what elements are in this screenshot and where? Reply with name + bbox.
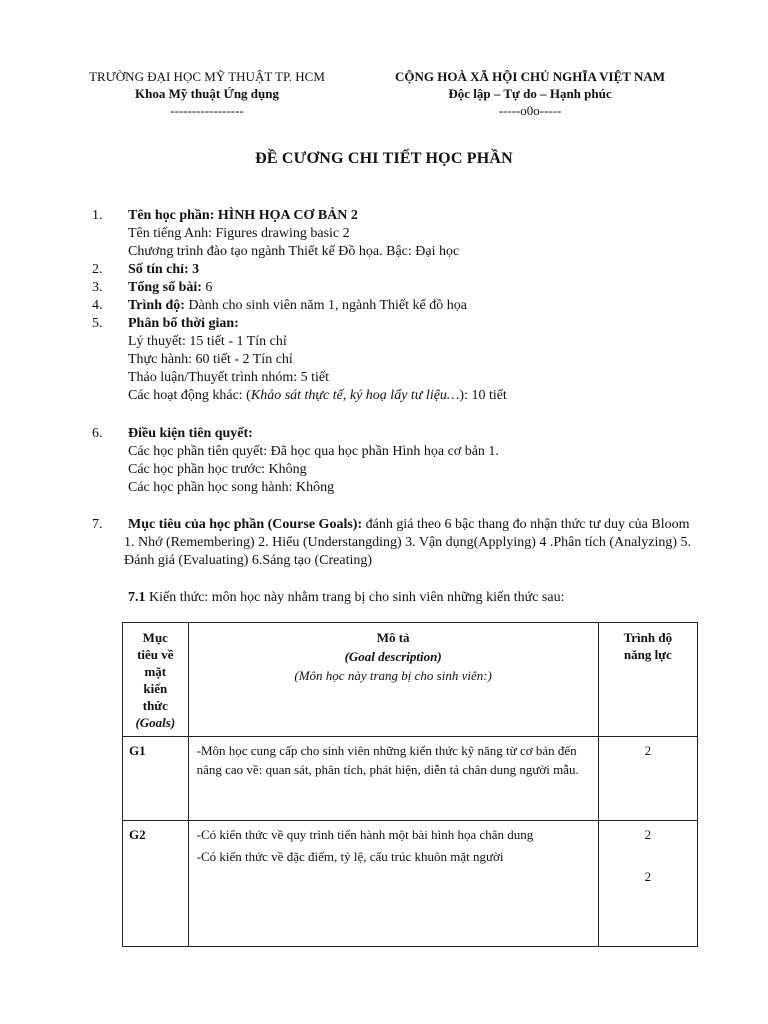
course-goals-label: Mục tiêu của học phần (Course Goals): <box>128 517 363 532</box>
institution-header <box>52 68 362 119</box>
header-description-en: (Goal description) <box>344 649 442 664</box>
lesson-count-value: 6 <box>201 280 213 295</box>
university-name: TRƯỜNG ĐẠI HỌC MỸ THUẬT TP. HCM <box>89 69 325 84</box>
country-name: CỘNG HOÀ XÃ HỘI CHỦ NGHĨA VIỆT NAM <box>394 69 666 84</box>
goal-description-item: -Có kiến thức về quy trình tiến hành một bài hình họa chân dung <box>196 827 534 842</box>
item-number-3: 3. <box>92 280 103 295</box>
header-goals-line: thức <box>142 698 168 713</box>
goal-level-value: 2 <box>644 827 652 842</box>
goal-level-value: 2 <box>644 869 652 884</box>
header-description-note: (Môn học này trang bị cho sinh viên:) <box>294 668 492 683</box>
course-name: Tên học phần: HÌNH HỌA CƠ BẢN 2 <box>128 208 358 223</box>
faculty-name: Khoa Mỹ thuật Ứng dụng <box>135 86 279 101</box>
course-goals-text: đánh giá theo 6 bậc thang đo nhận thức tư duy của Bloom 1. Nhớ (Remembering) 2. Hiểu (Understangding) 3. Vận dụng(Applying) 4 .Phân tích (Analyzing) 5. Đánh giá (Evaluating) 6.Sáng tạo (Creating) <box>124 517 692 568</box>
other-activities-italic: Khảo sát thực tế, ký hoạ lấy tư liệu… <box>250 388 460 403</box>
time-allocation-label: Phân bổ thời gian: <box>128 316 239 331</box>
item-number-1: 1. <box>92 208 103 223</box>
subsection-number: 7.1 <box>128 590 146 605</box>
table-header-row <box>123 623 698 737</box>
level-label: Trình độ: <box>128 298 185 313</box>
item-number-6: 6. <box>92 426 103 441</box>
item-number-7: 7. <box>92 517 103 532</box>
level <box>128 297 467 315</box>
item-number-2: 2. <box>92 262 103 277</box>
goals-table <box>122 622 698 947</box>
parallel-courses: Các học phần học song hành: Không <box>128 480 335 495</box>
practice-hours: Thực hành: 60 tiết - 2 Tín chỉ <box>128 352 293 367</box>
prerequisite-courses: Các học phần tiên quyết: Đã học qua học phần Hình họa cơ bản 1. <box>128 444 499 459</box>
item-number-5: 5. <box>92 316 103 331</box>
discussion-hours: Thảo luận/Thuyết trình nhóm: 5 tiết <box>128 370 330 385</box>
prior-courses: Các học phần học trước: Không <box>128 462 307 477</box>
knowledge-goals <box>128 589 564 607</box>
header-goals-en: (Goals) <box>135 715 176 730</box>
level-value: Dành cho sinh viên năm 1, ngành Thiết kế đồ họa <box>184 298 467 313</box>
lesson-count <box>128 279 212 297</box>
header-goals-line: mặt <box>144 664 167 679</box>
program-level: Chương trình đào tạo ngành Thiết kế Đồ họa. Bậc: Đại học <box>128 244 460 259</box>
goal-description-item: -Có kiến thức về đặc điểm, tỷ lệ, cấu trúc khuôn mặt người <box>196 849 504 864</box>
goal-description <box>188 821 598 947</box>
header-description <box>188 623 598 737</box>
goal-code: G2 <box>123 821 189 947</box>
header-goals <box>123 623 189 737</box>
header-level <box>598 623 697 737</box>
credits: Số tín chỉ: 3 <box>128 262 200 277</box>
header-goals-line: tiêu về <box>137 647 174 662</box>
item-number-4: 4. <box>92 298 103 313</box>
header-level-line: Trình độ <box>623 630 673 645</box>
other-activities <box>128 387 507 405</box>
theory-hours: Lý thuyết: 15 tiết - 1 Tín chỉ <box>128 334 287 349</box>
lesson-count-label: Tổng số bài: <box>128 280 202 295</box>
table-row <box>123 821 698 947</box>
document-title: ĐỀ CƯƠNG CHI TIẾT HỌC PHẦN <box>255 150 513 167</box>
header-level-line: năng lực <box>623 647 672 662</box>
goal-code: G1 <box>123 737 189 821</box>
course-goals <box>124 516 696 570</box>
header-divider-left: ----------------- <box>170 103 244 118</box>
knowledge-goals-text: Kiến thức: môn học này nhằm trang bị cho sinh viên những kiến thức sau: <box>145 590 565 605</box>
goal-level: 2 <box>598 737 697 821</box>
goal-description: -Môn học cung cấp cho sinh viên những kiến thức kỹ năng từ cơ bản đến nâng cao về: quan sát, phân tích, phát hiện, diễn tả chân dung người mẫu. <box>188 737 598 821</box>
goal-level <box>598 821 697 947</box>
national-motto-header <box>368 68 692 119</box>
header-description-title: Mô tả <box>376 630 410 645</box>
header-goals-line: Mục <box>142 630 168 645</box>
prerequisites-label: Điều kiện tiên quyết: <box>128 426 253 441</box>
header-divider-right: -----o0o----- <box>498 103 562 118</box>
other-activities-pre: Các hoạt động khác: ( <box>128 388 251 403</box>
other-activities-post: ): 10 tiết <box>459 388 507 403</box>
english-name: Tên tiếng Anh: Figures drawing basic 2 <box>128 226 350 241</box>
header-goals-line: kiến <box>143 681 168 696</box>
motto: Độc lập – Tự do – Hạnh phúc <box>448 86 612 101</box>
table-row <box>123 737 698 821</box>
